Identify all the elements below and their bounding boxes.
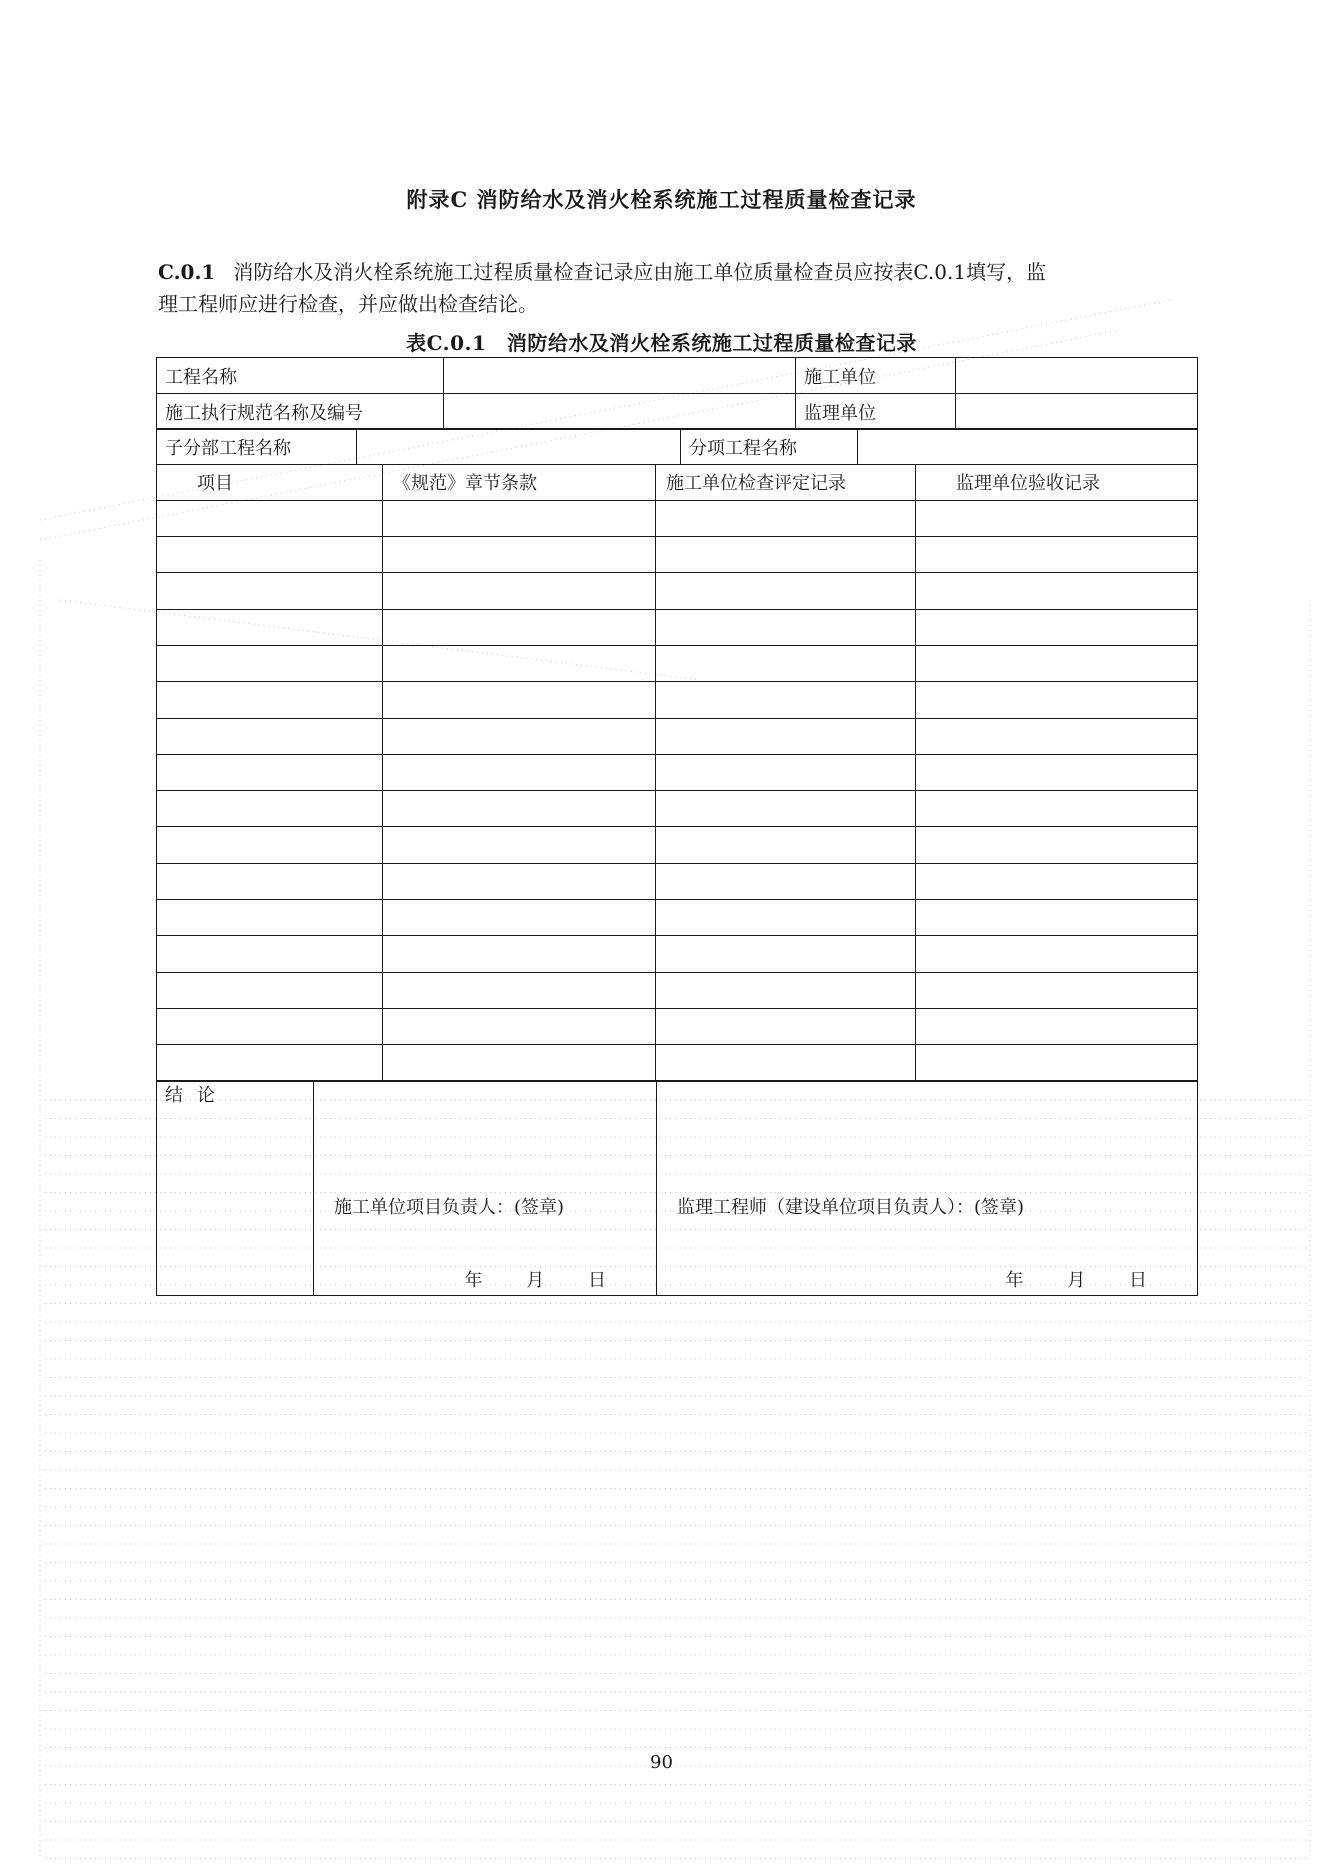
supervisor-record-cell[interactable]	[916, 791, 1198, 827]
col-header-supervisor-record: 监理单位验收记录	[916, 464, 1198, 500]
contractor-record-cell[interactable]	[656, 573, 916, 609]
inspection-row	[157, 972, 1198, 1008]
contractor-record-cell[interactable]	[656, 646, 916, 682]
contractor-record-cell[interactable]	[656, 609, 916, 645]
clause-cell[interactable]	[383, 791, 656, 827]
contractor-record-cell[interactable]	[656, 1045, 916, 1081]
spec-field[interactable]	[444, 394, 796, 430]
item-cell[interactable]	[157, 791, 383, 827]
supervisor-sign-cell[interactable]	[657, 1080, 1198, 1295]
header-row-1	[157, 358, 1198, 394]
subitem-field[interactable]	[858, 429, 1198, 465]
clause-cell[interactable]	[383, 972, 656, 1008]
item-cell[interactable]	[157, 609, 383, 645]
inspection-row	[157, 646, 1198, 682]
item-cell[interactable]	[157, 537, 383, 573]
subitem-label: 分项工程名称	[681, 429, 858, 465]
contractor-record-cell[interactable]	[656, 863, 916, 899]
clause-cell[interactable]	[383, 537, 656, 573]
supervisor-record-cell[interactable]	[916, 972, 1198, 1008]
item-cell[interactable]	[157, 1045, 383, 1081]
subdivision-label: 子分部工程名称	[157, 429, 357, 465]
supervisor-record-cell[interactable]	[916, 1008, 1198, 1044]
supervisor-sign-label: 监理工程师（建设单位项目负责人）：(签章)	[677, 1196, 1025, 1218]
inspection-row	[157, 754, 1198, 790]
clause-cell[interactable]	[383, 573, 656, 609]
item-cell[interactable]	[157, 682, 383, 718]
subdivision-table	[156, 428, 1198, 465]
item-cell[interactable]	[157, 718, 383, 754]
contractor-record-cell[interactable]	[656, 500, 916, 536]
inspection-items-table	[156, 464, 1198, 1082]
supervisor-record-cell[interactable]	[916, 609, 1198, 645]
appendix-title: 附录C 消防给水及消火栓系统施工过程质量检查记录	[406, 187, 917, 212]
contractor-record-cell[interactable]	[656, 537, 916, 573]
inspection-row	[157, 609, 1198, 645]
inspection-row	[157, 573, 1198, 609]
supervisor-record-cell[interactable]	[916, 500, 1198, 536]
contractor-record-cell[interactable]	[656, 682, 916, 718]
contractor-sign-cell[interactable]	[314, 1080, 657, 1295]
supervisor-record-cell[interactable]	[916, 754, 1198, 790]
inspection-row	[157, 791, 1198, 827]
clause-cell[interactable]	[383, 863, 656, 899]
clause-cell[interactable]	[383, 609, 656, 645]
item-cell[interactable]	[157, 900, 383, 936]
clause-cell[interactable]	[383, 900, 656, 936]
subdivision-row	[157, 429, 1198, 465]
item-cell[interactable]	[157, 1008, 383, 1044]
inspection-row	[157, 936, 1198, 972]
item-cell[interactable]	[157, 827, 383, 863]
clause-cell[interactable]	[383, 936, 656, 972]
clause-cell[interactable]	[383, 1045, 656, 1081]
inspection-row	[157, 718, 1198, 754]
supervisor-record-cell[interactable]	[916, 537, 1198, 573]
supervisor-record-cell[interactable]	[916, 646, 1198, 682]
construction-unit-label: 施工单位	[796, 358, 956, 394]
page-number: 90	[650, 1752, 673, 1773]
inspection-row	[157, 900, 1198, 936]
contractor-record-cell[interactable]	[656, 754, 916, 790]
conclusion-row	[157, 1080, 1198, 1295]
clause-text-line1: 消防给水及消火栓系统施工过程质量检查记录应由施工单位质量检查员应按表C.0.1填写，监	[233, 260, 1047, 284]
clause-cell[interactable]	[383, 682, 656, 718]
clause-cell[interactable]	[383, 754, 656, 790]
supervision-unit-label: 监理单位	[796, 394, 956, 430]
clause-cell[interactable]	[383, 500, 656, 536]
item-cell[interactable]	[157, 863, 383, 899]
inspection-row	[157, 500, 1198, 536]
clause-cell[interactable]	[383, 718, 656, 754]
supervisor-date: 年 月 日	[1005, 1269, 1147, 1291]
item-cell[interactable]	[157, 972, 383, 1008]
col-header-clause: 《规范》章节条款	[383, 464, 656, 500]
item-cell[interactable]	[157, 754, 383, 790]
conclusion-label: 结论	[157, 1080, 314, 1295]
project-name-field[interactable]	[444, 358, 796, 394]
contractor-record-cell[interactable]	[656, 972, 916, 1008]
supervisor-record-cell[interactable]	[916, 900, 1198, 936]
item-cell[interactable]	[157, 500, 383, 536]
header-table	[156, 357, 1198, 430]
item-cell[interactable]	[157, 646, 383, 682]
contractor-record-cell[interactable]	[656, 900, 916, 936]
supervision-unit-field[interactable]	[956, 394, 1198, 430]
clause-cell[interactable]	[383, 646, 656, 682]
contractor-sign-label: 施工单位项目负责人：(签章)	[334, 1196, 565, 1218]
col-header-item: 项目	[157, 464, 383, 500]
construction-unit-field[interactable]	[956, 358, 1198, 394]
table-caption: 表C.0.1 消防给水及消火栓系统施工过程质量检查记录	[406, 331, 917, 355]
contractor-record-cell[interactable]	[656, 936, 916, 972]
item-cell[interactable]	[157, 573, 383, 609]
inspection-row	[157, 1045, 1198, 1081]
supervisor-record-cell[interactable]	[916, 863, 1198, 899]
contractor-record-cell[interactable]	[656, 791, 916, 827]
clause-cell[interactable]	[383, 1008, 656, 1044]
conclusion-table	[156, 1080, 1198, 1296]
project-name-label: 工程名称	[157, 358, 444, 394]
supervisor-record-cell[interactable]	[916, 827, 1198, 863]
supervisor-record-cell[interactable]	[916, 1045, 1198, 1081]
inspection-row	[157, 537, 1198, 573]
inspection-row	[157, 863, 1198, 899]
contractor-record-cell[interactable]	[656, 827, 916, 863]
inspection-record-form	[156, 357, 1197, 1296]
inspection-row	[157, 827, 1198, 863]
supervisor-record-cell[interactable]	[916, 682, 1198, 718]
supervisor-record-cell[interactable]	[916, 718, 1198, 754]
inspection-rows	[157, 500, 1198, 1081]
clause-paragraph	[158, 256, 1198, 320]
supervisor-record-cell[interactable]	[916, 573, 1198, 609]
subdivision-field[interactable]	[357, 429, 681, 465]
supervisor-record-cell[interactable]	[916, 936, 1198, 972]
contractor-date: 年 月 日	[464, 1269, 606, 1291]
item-cell[interactable]	[157, 936, 383, 972]
header-row-2	[157, 394, 1198, 430]
clause-number: C.0.1	[158, 260, 216, 284]
inspection-row	[157, 682, 1198, 718]
inspection-row	[157, 1008, 1198, 1044]
spec-label: 施工执行规范名称及编号	[157, 394, 444, 430]
contractor-record-cell[interactable]	[656, 1008, 916, 1044]
column-header-row	[157, 464, 1198, 500]
contractor-record-cell[interactable]	[656, 718, 916, 754]
col-header-contractor-record: 施工单位检查评定记录	[656, 464, 916, 500]
clause-cell[interactable]	[383, 827, 656, 863]
clause-text-line2: 理工程师应进行检查，并应做出检查结论。	[158, 292, 538, 316]
